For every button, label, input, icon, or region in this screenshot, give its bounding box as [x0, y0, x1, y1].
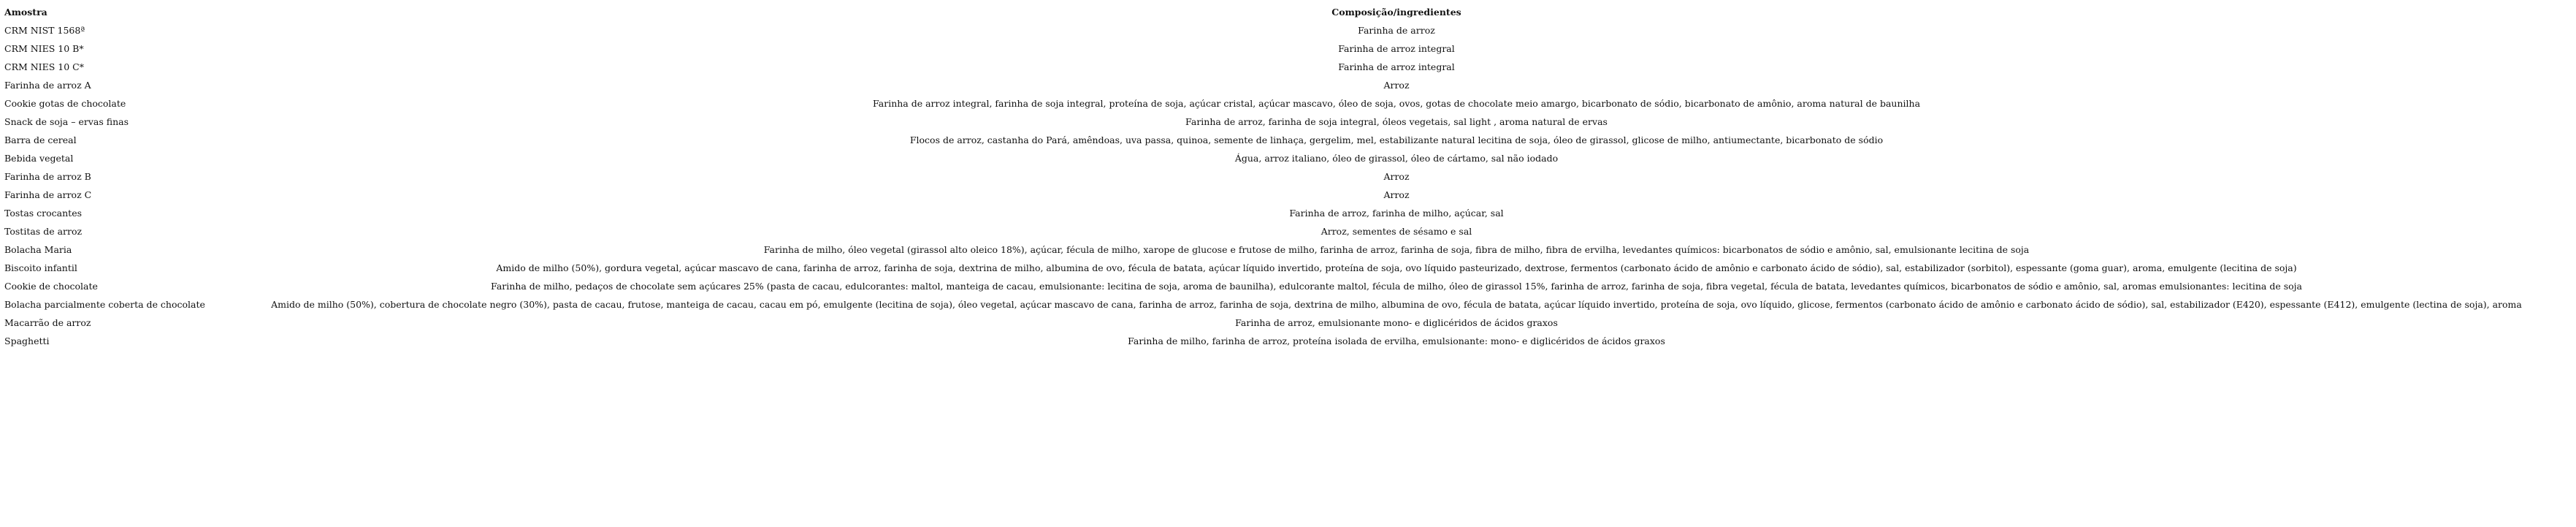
sample-composition: Farinha de arroz, farinha de milho, açúcar, sal — [1289, 208, 1504, 219]
sample-name: Cookie gotas de chocolate — [4, 98, 126, 109]
table-body — [4, 21, 2572, 350]
table-row — [4, 259, 2572, 277]
sample-name: Cookie de chocolate — [4, 281, 98, 292]
sample-composition: Arroz — [1383, 171, 1410, 182]
sample-composition: Amido de milho (50%), cobertura de chocolate negro (30%), pasta de cacau, frutose, manteiga de cacau, cacau em pó, emulgente (lecitina de soja), óleo vegetal, açúcar mascavo de cana, farinha de arroz, farinha de soja, dextrina de milho, albumina de ovo, fécula de batata, açúcar líquido invertido, proteína de soja, ovo líquido, glicose, fermentos (carbonato ácido de amônio e carbonato ácido de sódio), sal, estabilizador (E420), espessante (E412), emulgente (lectina de soja), aroma — [271, 299, 2522, 310]
sample-composition: Farinha de arroz integral, farinha de soja integral, proteína de soja, açúcar cristal, açúcar mascavo, óleo de soja, ovos, gotas de chocolate meio amargo, bicarbonato de sódio, bicarbonato de amônio, aroma natural de baunilha — [872, 98, 1921, 109]
sample-name: Bebida vegetal — [4, 153, 74, 164]
sample-composition: Farinha de milho, pedaços de chocolate sem açúcares 25% (pasta de cacau, edulcorantes: maltol, manteiga de cacau, emulsionante: lecitina de soja, aroma de baunilha), edulcorante maltol, fécula de milho, óleo de girassol 15%, farinha de arroz, farinha de soja, fibra vegetal, fécula de batata, levedantes químicos, bicarbonatos de sódio e amônio, sal, aromas emulsionantes: lecitina de soja — [491, 281, 2302, 292]
table-row — [4, 332, 2572, 350]
sample-name: Barra de cereal — [4, 134, 77, 145]
header-composition: Composição/ingredientes — [1331, 7, 1461, 18]
table-row — [4, 76, 2572, 94]
sample-composition: Flocos de arroz, castanha do Pará, amêndoas, uva passa, quinoa, semente de linhaça, gergelim, mel, estabilizante natural lecitina de soja, óleo de girassol, glicose de milho, antiumectante, bicarbonato de sódio — [909, 134, 1884, 145]
table-row — [4, 240, 2572, 259]
sample-name: Snack de soja – ervas finas — [4, 116, 129, 127]
table-row — [4, 186, 2572, 204]
sample-name: Bolacha Maria — [4, 244, 72, 255]
sample-composition: Amido de milho (50%), gordura vegetal, açúcar mascavo de cana, farinha de arroz, farinha de soja, dextrina de milho, albumina de ovo, fécula de batata, açúcar líquido invertido, proteína de soja, ovo líquido pasteurizado, dextrose, fermentos (carbonato ácido de amônio e carbonato ácido de sódio), sal, estabilizador (sorbitol), espessante (goma guar), aroma, emulgente (lecitina de soja) — [496, 262, 2297, 273]
sample-name: Farinha de arroz A — [4, 80, 91, 91]
sample-name: Farinha de arroz C — [4, 189, 92, 200]
sample-name: Spaghetti — [4, 335, 50, 346]
sample-name: Farinha de arroz B — [4, 171, 91, 182]
sample-name: CRM NIES 10 C* — [4, 61, 84, 72]
sample-composition: Farinha de milho, óleo vegetal (girassol alto oleico 18%), açúcar, fécula de milho, xarope de glucose e frutose de milho, farinha de arroz, farinha de soja, fibra de milho, fibra de ervilha, levedantes químicos: bicarbonatos de sódio e amônio, sal, emulsionante lecitina de soja — [763, 244, 2030, 255]
sample-composition: Farinha de arroz integral — [1338, 61, 1455, 72]
table-row — [4, 94, 2572, 113]
composition-table — [4, 3, 2572, 350]
sample-name: Biscoito infantil — [4, 262, 77, 273]
sample-composition: Farinha de arroz, farinha de soja integral, óleos vegetais, sal light , aroma natural de ervas — [1185, 116, 1608, 127]
table-row — [4, 295, 2572, 314]
table-row — [4, 222, 2572, 240]
table-row — [4, 314, 2572, 332]
table-row — [4, 204, 2572, 222]
sample-composition: Arroz, sementes de sésamo e sal — [1321, 226, 1472, 237]
table-row — [4, 167, 2572, 186]
table-row — [4, 277, 2572, 295]
sample-name: CRM NIES 10 B* — [4, 43, 84, 54]
sample-name: Bolacha parcialmente coberta de chocolate — [4, 299, 205, 310]
sample-composition: Farinha de arroz, emulsionante mono- e diglicéridos de ácidos graxos — [1235, 317, 1558, 328]
sample-name: CRM NIST 1568ª — [4, 25, 85, 36]
sample-name: Tostitas de arroz — [4, 226, 83, 237]
sample-composition: Arroz — [1383, 189, 1410, 200]
sample-composition: Arroz — [1383, 80, 1410, 91]
sample-name: Macarrão de arroz — [4, 317, 91, 328]
header-row — [4, 3, 2572, 21]
table-header — [4, 3, 2572, 21]
sample-composition: Farinha de milho, farinha de arroz, proteína isolada de ervilha, emulsionante: mono- e diglicéridos de ácidos graxos — [1128, 335, 1665, 346]
sample-composition: Farinha de arroz — [1358, 25, 1435, 36]
sample-composition: Água, arroz italiano, óleo de girassol, óleo de cártamo, sal não iodado — [1234, 153, 1559, 164]
table-row — [4, 149, 2572, 167]
table-row — [4, 39, 2572, 58]
table-row — [4, 58, 2572, 76]
table-row — [4, 21, 2572, 39]
sample-name: Tostas crocantes — [4, 208, 83, 219]
table-row — [4, 113, 2572, 131]
table-row — [4, 131, 2572, 149]
sample-composition: Farinha de arroz integral — [1338, 43, 1455, 54]
header-sample: Amostra — [4, 7, 47, 18]
